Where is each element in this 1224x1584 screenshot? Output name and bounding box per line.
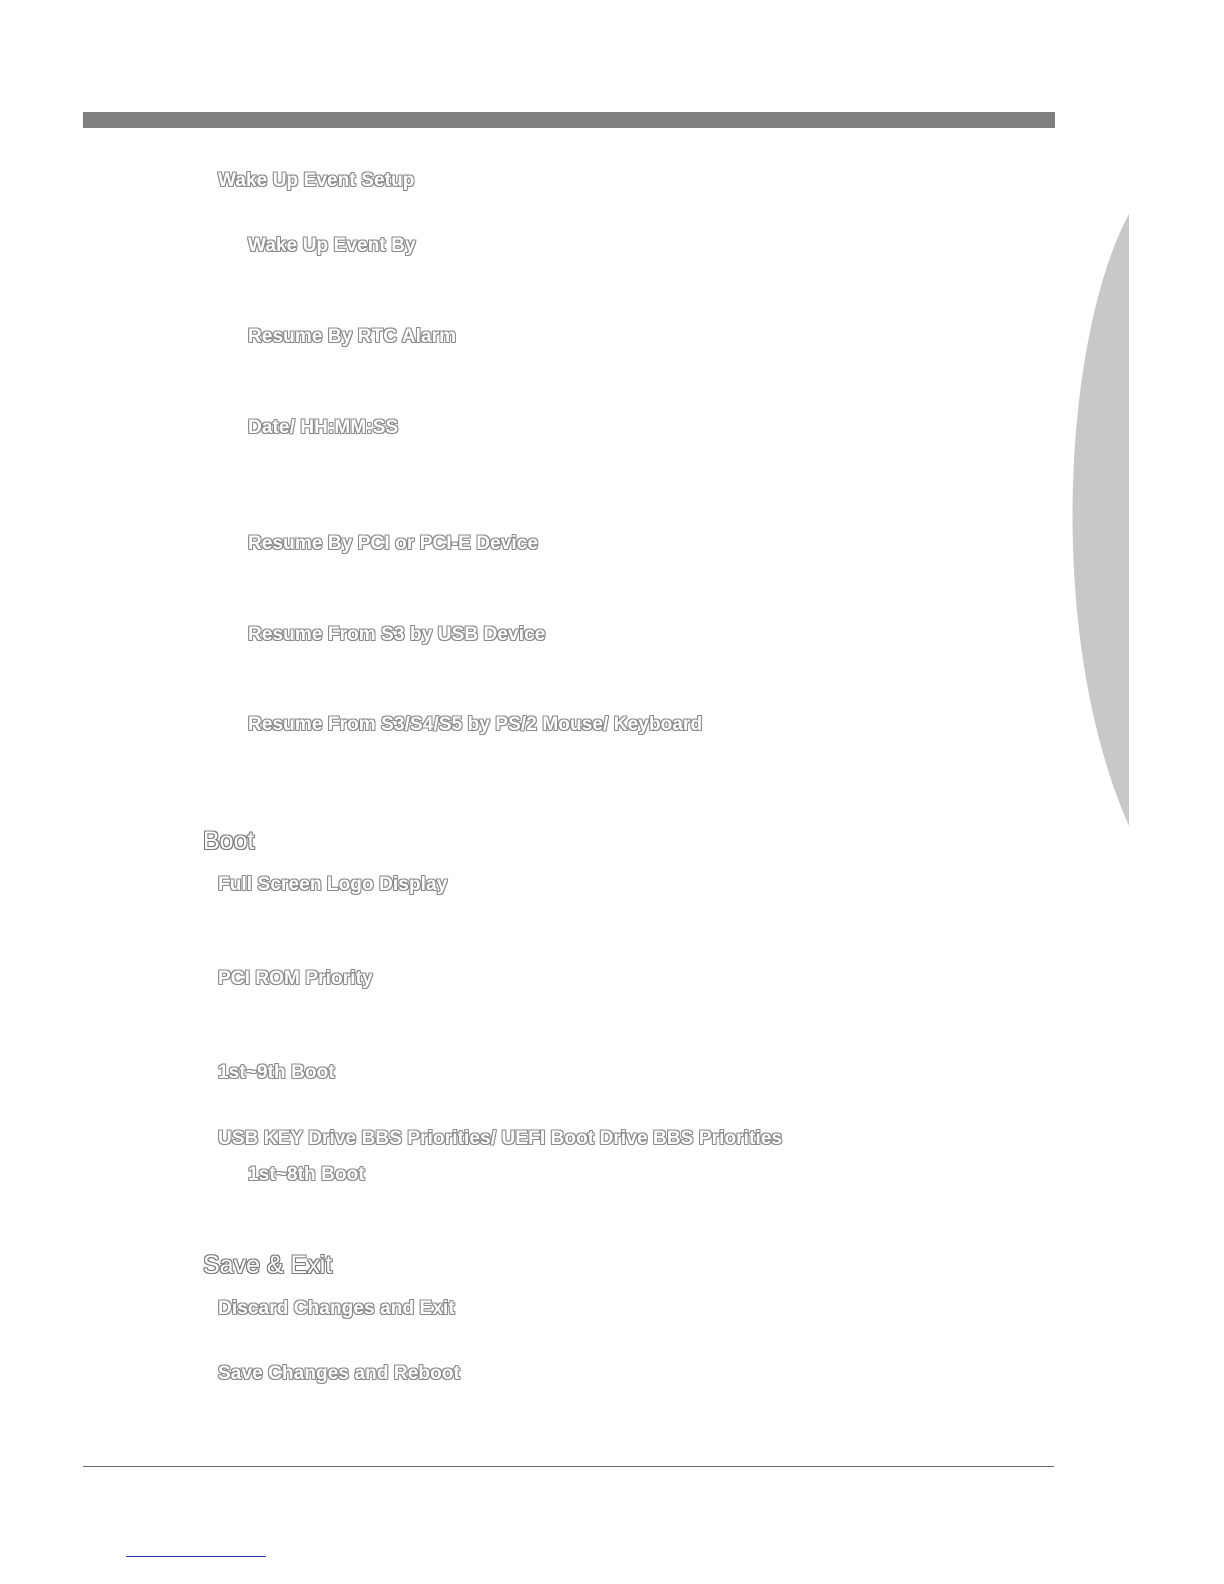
footer-link-underline[interactable] bbox=[126, 1556, 266, 1557]
save-exit-section-title: Save & Exit bbox=[203, 1251, 333, 1279]
setting-save-changes-reboot: Save Changes and Reboot bbox=[218, 1363, 460, 1384]
setting-full-screen-logo-display: Full Screen Logo Display bbox=[218, 874, 448, 895]
footer-divider bbox=[83, 1466, 1054, 1467]
setting-bbs-boot-order: 1st~8th Boot bbox=[248, 1164, 365, 1185]
setting-pci-rom-priority: PCI ROM Priority bbox=[218, 968, 373, 989]
header-bar bbox=[83, 112, 1055, 128]
setting-bbs-priorities: USB KEY Drive BBS Priorities/ UEFI Boot Drive BBS Priorities bbox=[218, 1128, 783, 1149]
setting-wake-up-event-by: Wake Up Event By bbox=[248, 235, 416, 256]
wake-up-event-setup-heading: Wake Up Event Setup bbox=[218, 170, 415, 191]
boot-section-title: Boot bbox=[203, 827, 255, 855]
setting-resume-ps2-mouse-keyboard: Resume From S3/S4/S5 by PS/2 Mouse/ Keyboard bbox=[248, 714, 703, 735]
setting-resume-by-rtc-alarm: Resume By RTC Alarm bbox=[248, 326, 457, 347]
setting-boot-order: 1st~9th Boot bbox=[218, 1062, 335, 1083]
chapter-side-tab bbox=[1059, 214, 1129, 826]
setting-resume-s3-usb-device: Resume From S3 by USB Device bbox=[248, 624, 546, 645]
setting-resume-by-pci-device: Resume By PCI or PCI-E Device bbox=[248, 533, 539, 554]
setting-date-time: Date/ HH:MM:SS bbox=[248, 417, 399, 438]
setting-discard-changes-exit: Discard Changes and Exit bbox=[218, 1298, 455, 1319]
